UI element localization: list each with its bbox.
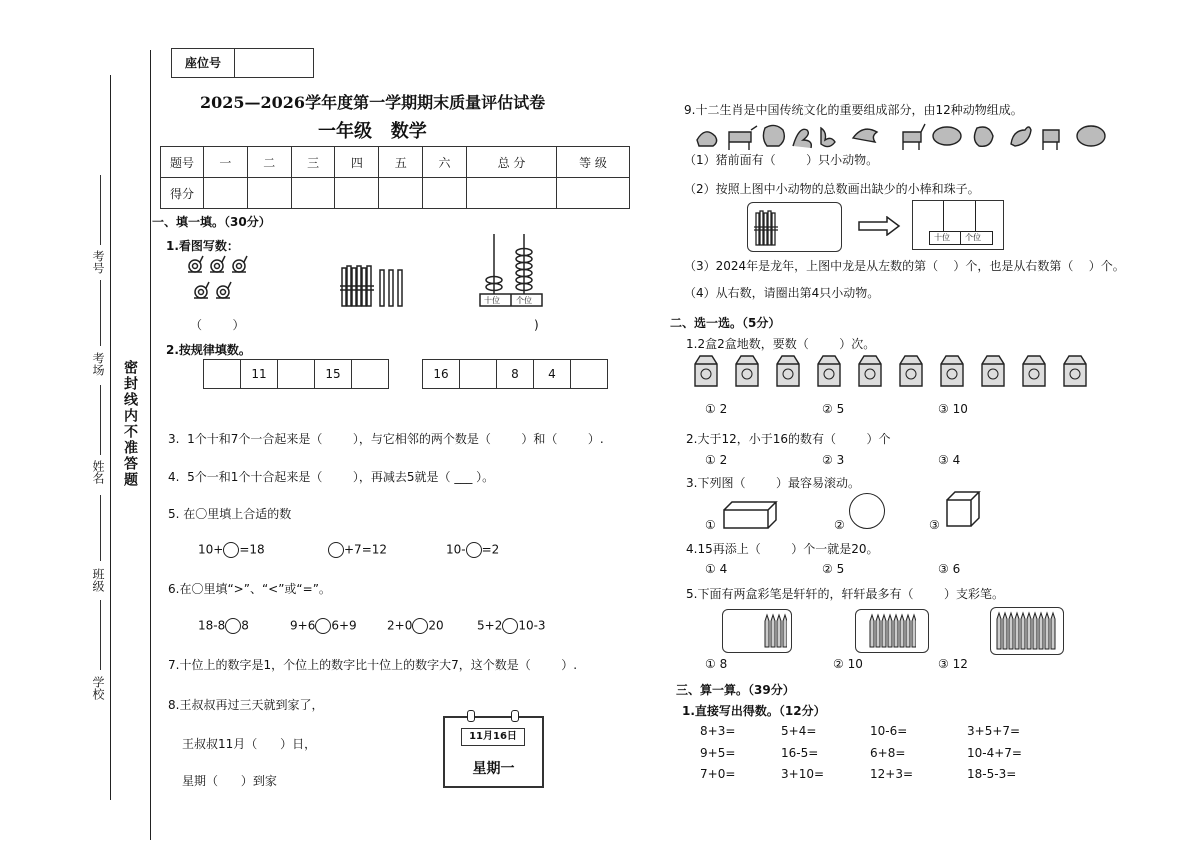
milk-box-row (692, 354, 1092, 394)
s2-q5-option-2[interactable]: ② 10 (833, 657, 863, 671)
score-cell[interactable] (423, 178, 467, 209)
score-header-cell: 三 (291, 147, 335, 178)
q9-part1: （1）猪前面有（ ）只小动物。 (684, 153, 879, 167)
calc-item[interactable]: 8+3= (700, 724, 736, 738)
field-class-line[interactable] (100, 495, 101, 561)
q2-title: 2.按规律填数。 (166, 343, 251, 357)
right-arrow-icon (857, 216, 901, 236)
q6-left: 5+2 (477, 618, 503, 633)
q6-right: 8 (241, 618, 249, 633)
s2-q1-text: 1.2盒2盒地数，要数（ ）次。 (686, 337, 876, 351)
exam-title: 2025—2026学年度第一学期期末质量评估试卷 (200, 93, 546, 112)
s2-q2-option-3[interactable]: ③ 4 (938, 453, 961, 467)
stick-bundle-illustration (338, 262, 408, 310)
seat-number-box (171, 48, 314, 78)
q5-row (198, 542, 265, 558)
binding-line-inner (150, 50, 151, 840)
q9-title: 9.十二生肖是中国传统文化的重要组成部分，由12种动物组成。 (684, 103, 1023, 117)
score-header-cell: 一 (204, 147, 248, 178)
calc-item[interactable]: 9+5= (700, 746, 736, 760)
calendar-ring-left (467, 710, 475, 722)
q5-row (446, 542, 499, 558)
calc-item[interactable]: 10-4+7= (967, 746, 1022, 760)
q9-part4: （4）从右数，请圈出第4只小动物。 (684, 286, 880, 300)
calc-item[interactable]: 12+3= (870, 767, 914, 781)
score-cell[interactable] (557, 178, 630, 209)
field-exam-room-label: 考场 (91, 352, 105, 376)
s2-q3-text: 3.下列图（ ）最容易滚动。 (686, 476, 860, 490)
section3-title: 三、算一算。（39分） (676, 683, 795, 697)
field-exam-no-label: 考号 (91, 250, 105, 274)
score-table-score-row (161, 178, 630, 209)
s2-q2-option-2[interactable]: ② 3 (822, 453, 845, 467)
score-row-label: 得分 (161, 178, 204, 209)
q5-expr-3b: =2 (481, 542, 500, 557)
q6-right: 20 (428, 618, 444, 633)
field-name-label: 姓名 (91, 460, 105, 484)
s2-q2-text: 2.大于12，小于16的数有（ ）个 (686, 432, 891, 446)
milk-carton-icon (1061, 354, 1089, 388)
calc-item[interactable]: 5+4= (781, 724, 817, 738)
q1-answer-blank-left[interactable]: （ ） (190, 318, 245, 332)
field-exam-no-line[interactable] (100, 175, 101, 245)
binding-notice: 密封线内不准答题 (122, 360, 138, 488)
sequence-cell[interactable]: 16 (423, 360, 460, 388)
s2-q4-option-1[interactable]: ① 4 (705, 562, 728, 576)
s2-q3-option-3[interactable]: ③ (929, 518, 940, 532)
q6-left: 9+6 (290, 618, 316, 633)
q5-expr-3a: 10- (446, 542, 466, 557)
q6-right: 6+9 (331, 618, 357, 633)
field-school-label: 学校 (91, 676, 105, 700)
sequence-cell[interactable] (571, 360, 607, 388)
sequence-box-1 (203, 359, 389, 389)
milk-carton-icon (938, 354, 966, 388)
abacus-tens-rod (943, 201, 944, 231)
abacus-ones-label: 个位 (516, 296, 532, 305)
s2-q3-option-1[interactable]: ① (705, 518, 716, 532)
abacus-answer-box[interactable] (912, 200, 1004, 250)
q9-part3: （3）2024年是龙年，上图中龙是从左数的第（ ）个，也是从右数第（ ）个。 (684, 259, 1125, 273)
sequence-cell[interactable] (460, 360, 497, 388)
score-header-cell: 等 级 (557, 147, 630, 178)
s3-q1-title: 1.直接写出得数。（12分） (682, 704, 826, 718)
abacus-ones-label: 个位 (965, 233, 981, 242)
q1-answer-blank-right[interactable]: ) (534, 318, 539, 332)
score-cell[interactable] (247, 178, 291, 209)
q6-item (290, 618, 357, 634)
binding-line-outer (110, 75, 111, 800)
q6-left: 18-8 (198, 618, 226, 633)
section2-title: 二、选一选。（5分） (670, 316, 781, 330)
stick-bundle-icon (754, 209, 780, 247)
cube-icon (945, 490, 981, 528)
sequence-cell[interactable] (352, 360, 388, 388)
milk-carton-icon (979, 354, 1007, 388)
calendar-weekday: 星期一 (472, 761, 515, 777)
crayon-set-icon (868, 613, 916, 649)
milk-carton-icon (815, 354, 843, 388)
sphere-icon (849, 493, 885, 529)
score-header-cell: 四 (335, 147, 379, 178)
crayon-box-1 (722, 609, 792, 653)
crayon-set-icon (763, 613, 787, 649)
s2-q4-option-3[interactable]: ③ 6 (938, 562, 961, 576)
score-cell[interactable] (204, 178, 248, 209)
field-school-line[interactable] (100, 600, 101, 670)
s2-q1-option-3[interactable]: ③ 10 (938, 402, 968, 416)
abacus-tens-label: 十位 (934, 233, 950, 242)
crayon-set-icon (995, 611, 1059, 651)
milk-carton-icon (733, 354, 761, 388)
s2-q1-option-2[interactable]: ② 5 (822, 402, 845, 416)
s2-q5-option-3[interactable]: ③ 12 (938, 657, 968, 671)
s2-q2-option-1[interactable]: ① 2 (705, 453, 728, 467)
score-table-header-row (161, 147, 630, 178)
compare-circle[interactable] (315, 618, 331, 634)
milk-carton-icon (1020, 354, 1048, 388)
score-cell[interactable] (379, 178, 423, 209)
calendar-ring-right (511, 710, 519, 722)
calc-item[interactable]: 3+5+7= (967, 724, 1021, 738)
calc-item[interactable]: 18-5-3= (967, 767, 1017, 781)
score-header-cell: 题号 (161, 147, 204, 178)
stick-bundle-box (747, 202, 842, 252)
snails-illustration (185, 254, 255, 304)
q6-item (198, 618, 249, 634)
score-table (160, 146, 630, 209)
calc-item[interactable]: 10-6= (870, 724, 908, 738)
milk-carton-icon (856, 354, 884, 388)
sequence-cell[interactable] (204, 360, 241, 388)
q1-title: 1.看图写数： (166, 239, 239, 253)
answer-circle[interactable] (466, 542, 482, 558)
field-exam-room-line[interactable] (100, 280, 101, 346)
section1-title: 一、填一填。（30分） (152, 215, 271, 229)
compare-circle[interactable] (412, 618, 428, 634)
exam-subtitle: 一年级 数学 (318, 121, 427, 142)
abacus-ones-rod (975, 201, 976, 231)
q5-row (328, 542, 387, 558)
q6-left: 2+0 (387, 618, 413, 633)
q6-item (387, 618, 444, 634)
abacus-base (929, 231, 993, 245)
q5-expr-2: +7=12 (344, 542, 388, 557)
seat-number-field[interactable] (235, 49, 313, 77)
calendar-illustration (443, 716, 544, 788)
q9-part2: （2）按照上图中小动物的总数画出缺少的小棒和珠子。 (684, 182, 980, 196)
score-header-cell: 二 (247, 147, 291, 178)
q8-title: 8.王叔叔再过三天就到家了， (168, 698, 324, 712)
score-cell[interactable] (466, 178, 556, 209)
abacus-base-divider (960, 232, 961, 244)
zodiac-animals-illustration (693, 118, 1113, 154)
sequence-cell[interactable]: 8 (497, 360, 534, 388)
compare-circle[interactable] (502, 618, 518, 634)
s2-q5-option-1[interactable]: ① 8 (705, 657, 728, 671)
crayon-box-2 (855, 609, 929, 653)
q5-expr-1b: =18 (239, 542, 265, 557)
q6-right: 10-3 (518, 618, 546, 633)
q5-expr-1a: 10+ (198, 542, 224, 557)
q6-item (477, 618, 546, 634)
s2-q1-option-1[interactable]: ① 2 (705, 402, 728, 416)
seat-number-label: 座位号 (172, 49, 235, 77)
s2-q5-text: 5.下面有两盒彩笔是轩轩的，轩轩最多有（ ）支彩笔。 (686, 587, 1004, 601)
compare-circle[interactable] (225, 618, 241, 634)
q5-title: 5. 在〇里填上合适的数 (168, 507, 292, 521)
score-header-cell: 五 (379, 147, 423, 178)
score-header-cell: 六 (423, 147, 467, 178)
field-class-label: 班级 (91, 568, 105, 592)
q8-line1: 王叔叔11月（ ）日， (182, 737, 317, 751)
score-cell[interactable] (335, 178, 379, 209)
abacus-tens-label: 十位 (484, 296, 500, 305)
sequence-cell[interactable]: 15 (315, 360, 352, 388)
q7-text: 7.十位上的数字是1，个位上的数字比十位上的数字大7，这个数是（ ）. (168, 658, 578, 672)
q8-line2: 星期（ ）到家 (182, 774, 277, 788)
milk-carton-icon (897, 354, 925, 388)
crayon-box-3 (990, 607, 1064, 655)
calc-item[interactable]: 3+10= (781, 767, 825, 781)
sequence-cell[interactable] (278, 360, 315, 388)
q6-title: 6.在〇里填“>”、“<”或“=”。 (168, 582, 331, 596)
answer-circle[interactable] (223, 542, 239, 558)
calc-item[interactable]: 7+0= (700, 767, 736, 781)
s2-q4-text: 4.15再添上（ ）个一就是20。 (686, 542, 879, 556)
score-header-cell: 总 分 (466, 147, 556, 178)
milk-carton-icon (774, 354, 802, 388)
calendar-date: 11月16日 (461, 728, 525, 746)
answer-circle[interactable] (328, 542, 344, 558)
score-cell[interactable] (291, 178, 335, 209)
q4-text: 4. 5个一和1个十合起来是（ ），再减去5就是（ ___ ）。 (168, 470, 495, 484)
s2-q3-option-2[interactable]: ② (834, 518, 845, 532)
cuboid-icon (722, 500, 780, 530)
sequence-box-2 (422, 359, 608, 389)
s2-q4-option-2[interactable]: ② 5 (822, 562, 845, 576)
calc-item[interactable]: 6+8= (870, 746, 906, 760)
q3-text: 3. 1个十和7个一合起来是（ ），与它相邻的两个数是（ ）和（ ）. (168, 432, 604, 446)
sequence-cell[interactable]: 4 (534, 360, 571, 388)
milk-carton-icon (692, 354, 720, 388)
sequence-cell[interactable]: 11 (241, 360, 278, 388)
calc-item[interactable]: 16-5= (781, 746, 819, 760)
field-name-line[interactable] (100, 385, 101, 455)
